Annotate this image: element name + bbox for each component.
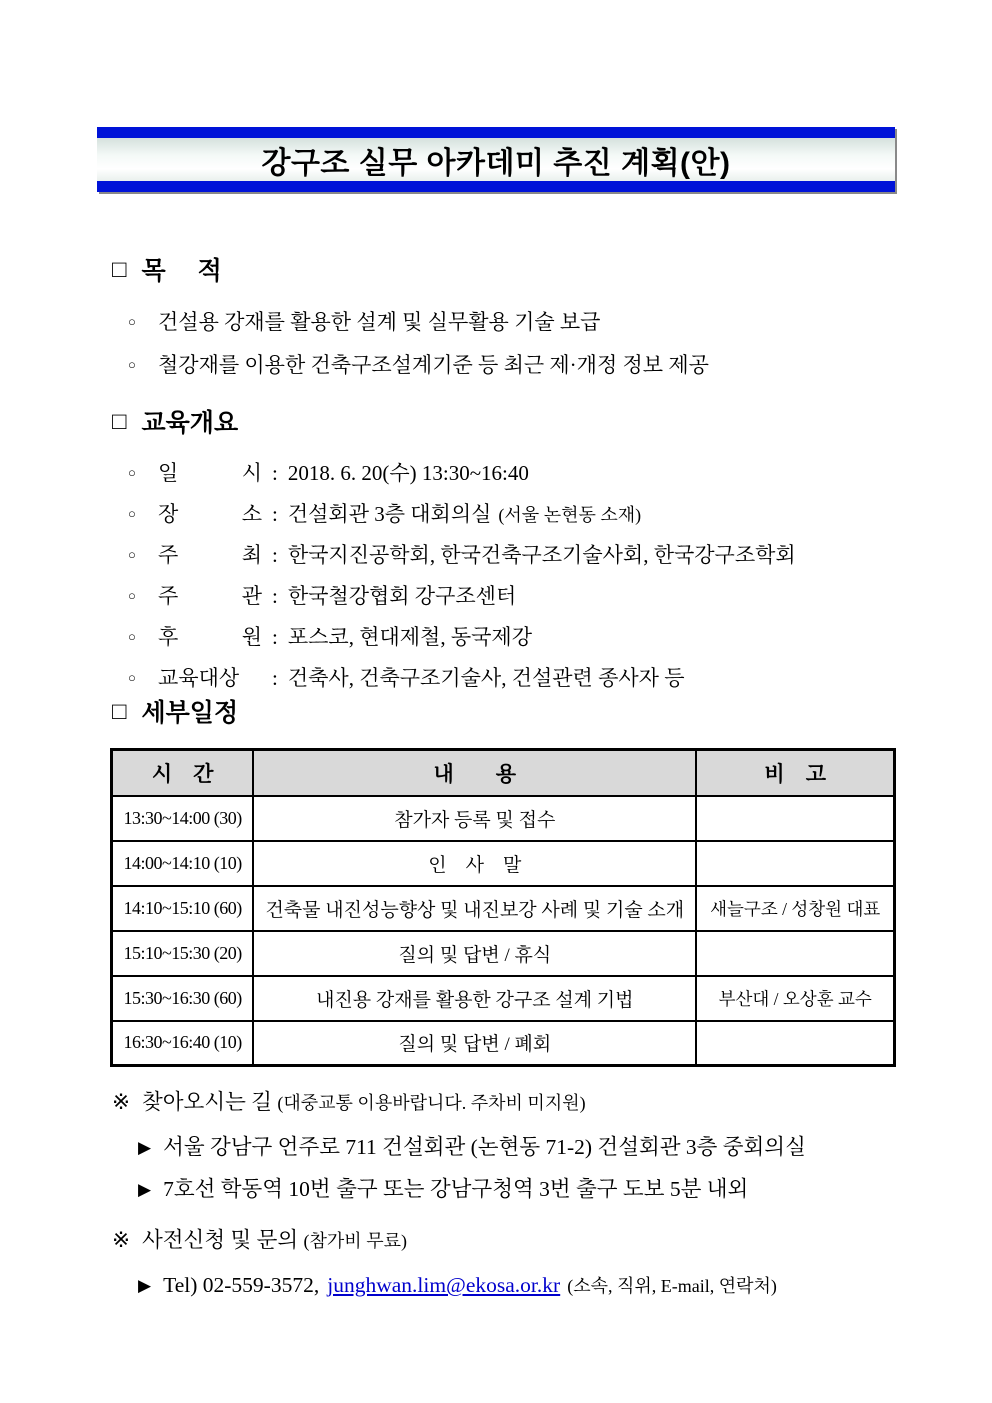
item-label: 주 관 <box>158 584 262 608</box>
column-header-content: 내 용 <box>253 750 696 796</box>
triangle-bullet-icon: ▶ <box>138 1180 152 1199</box>
cell-content: 건축물 내진성능향상 및 내진보강 사례 및 기술 소개 <box>253 886 696 931</box>
email-link[interactable]: junghwan.lim@ekosa.or.kr <box>327 1273 561 1297</box>
schedule-table <box>110 748 896 1067</box>
table-row <box>112 796 895 841</box>
contact-note: (참가비 무료) <box>303 1231 407 1251</box>
table-row <box>112 886 895 931</box>
contact-item-list <box>112 1265 777 1307</box>
list-item <box>112 659 803 700</box>
section-heading-purpose <box>112 254 709 288</box>
overview-item-list <box>112 454 803 700</box>
list-item <box>112 454 803 495</box>
list-item <box>112 345 709 388</box>
cell-content: 질의 및 답변 / 폐회 <box>253 1021 696 1066</box>
reference-mark-icon: ※ <box>112 1090 131 1114</box>
cell-time: 16:30~16:40 (10) <box>112 1021 254 1066</box>
cell-remark <box>696 1021 894 1066</box>
list-item <box>112 1265 777 1307</box>
table-header-row <box>112 750 895 796</box>
section-heading-schedule <box>112 696 238 730</box>
list-item <box>112 1169 806 1211</box>
list-item <box>112 302 709 345</box>
phone-number: Tel) 02-559-3572, <box>163 1273 320 1297</box>
square-bullet-icon: □ <box>112 408 127 435</box>
circle-bullet-icon: ○ <box>128 588 136 603</box>
table-row <box>112 976 895 1021</box>
cell-remark <box>696 796 894 841</box>
contact-heading <box>112 1224 777 1257</box>
item-colon: : <box>272 502 278 526</box>
item-colon: : <box>272 461 278 485</box>
circle-bullet-icon: ○ <box>128 357 136 372</box>
directions-heading <box>112 1086 806 1119</box>
cell-remark <box>696 931 894 976</box>
column-header-time: 시 간 <box>112 750 254 796</box>
page-title: 강구조 실무 아카데미 추진 계획(안) <box>261 146 731 180</box>
cell-time: 15:30~16:30 (60) <box>112 976 254 1021</box>
list-item <box>112 536 803 577</box>
section-overview <box>112 406 803 700</box>
table-row <box>112 931 895 976</box>
item-colon: : <box>272 666 278 690</box>
item-value: 한국철강협회 강구조센터 <box>287 584 517 608</box>
item-note: (서울 논현동 소재) <box>498 505 642 525</box>
column-header-remark: 비 고 <box>696 750 894 796</box>
item-value: 2018. 6. 20(수) 13:30~16:40 <box>287 461 529 485</box>
cell-content: 내진용 강재를 활용한 강구조 설계 기법 <box>253 976 696 1021</box>
item-value: 건설회관 3층 대회의실 <box>287 502 492 526</box>
section-title-overview: 교육개요 <box>141 409 239 437</box>
circle-bullet-icon: ○ <box>128 314 136 329</box>
table-row <box>112 1021 895 1066</box>
item-value: 한국지진공학회, 한국건축구조기술사회, 한국강구조학회 <box>287 543 796 567</box>
cell-time: 14:00~14:10 (10) <box>112 841 254 886</box>
title-banner <box>97 127 895 192</box>
item-label: 주 최 <box>158 543 262 567</box>
item-value: 포스코, 현대제철, 동국제강 <box>287 625 532 649</box>
cell-time: 13:30~14:00 (30) <box>112 796 254 841</box>
circle-bullet-icon: ○ <box>128 547 136 562</box>
reference-mark-icon: ※ <box>112 1228 131 1252</box>
list-item <box>112 577 803 618</box>
section-contact <box>112 1224 777 1307</box>
item-colon: : <box>272 584 278 608</box>
cell-time: 15:10~15:30 (20) <box>112 931 254 976</box>
list-item <box>112 618 803 659</box>
cell-content: 참가자 등록 및 접수 <box>253 796 696 841</box>
circle-bullet-icon: ○ <box>128 506 136 521</box>
item-value: 건축사, 건축구조기술사, 건설관련 종사자 등 <box>287 666 685 690</box>
triangle-bullet-icon: ▶ <box>138 1138 152 1157</box>
item-colon: : <box>272 543 278 567</box>
cell-remark <box>696 841 894 886</box>
cell-content: 질의 및 답변 / 휴식 <box>253 931 696 976</box>
triangle-bullet-icon: ▶ <box>138 1276 152 1295</box>
list-item <box>112 1127 806 1169</box>
directions-item-list <box>112 1127 806 1211</box>
bullet-text: 철강재를 이용한 건축구조설계기준 등 최근 제·개정 정보 제공 <box>158 353 709 377</box>
item-label: 일 시 <box>158 461 262 485</box>
item-label: 교육대상 <box>158 666 240 690</box>
section-schedule <box>112 696 238 730</box>
direction-text: 7호선 학동역 10번 출구 또는 강남구청역 3번 출구 도보 5분 내외 <box>163 1177 749 1201</box>
cell-remark: 새늘구조 / 성창원 대표 <box>696 886 894 931</box>
item-label: 장 소 <box>158 502 262 526</box>
contact-title: 사전신청 및 문의 <box>142 1228 299 1252</box>
cell-content: 인 사 말 <box>253 841 696 886</box>
item-colon: : <box>272 625 278 649</box>
contact-suffix: (소속, 직위, E-mail, 연락처) <box>567 1276 777 1296</box>
circle-bullet-icon: ○ <box>128 629 136 644</box>
directions-note: (대중교통 이용바랍니다. 주차비 미지원) <box>277 1093 586 1113</box>
item-label: 후 원 <box>158 625 262 649</box>
square-bullet-icon: □ <box>112 256 127 283</box>
section-title-purpose: 목 적 <box>141 257 222 285</box>
section-directions <box>112 1086 806 1211</box>
purpose-bullet-list <box>112 302 709 388</box>
list-item <box>112 495 803 536</box>
section-title-schedule: 세부일정 <box>141 699 239 727</box>
table-row <box>112 841 895 886</box>
direction-text: 서울 강남구 언주로 711 건설회관 (논현동 71-2) 건설회관 3층 중회의실 <box>163 1135 806 1159</box>
bullet-text: 건설용 강재를 활용한 설계 및 실무활용 기술 보급 <box>158 310 601 334</box>
section-purpose <box>112 254 709 388</box>
circle-bullet-icon: ○ <box>128 465 136 480</box>
cell-time: 14:10~15:10 (60) <box>112 886 254 931</box>
square-bullet-icon: □ <box>112 698 127 725</box>
section-heading-overview <box>112 406 803 440</box>
circle-bullet-icon: ○ <box>128 670 136 685</box>
directions-title: 찾아오시는 길 <box>142 1090 273 1114</box>
cell-remark: 부산대 / 오상훈 교수 <box>696 976 894 1021</box>
